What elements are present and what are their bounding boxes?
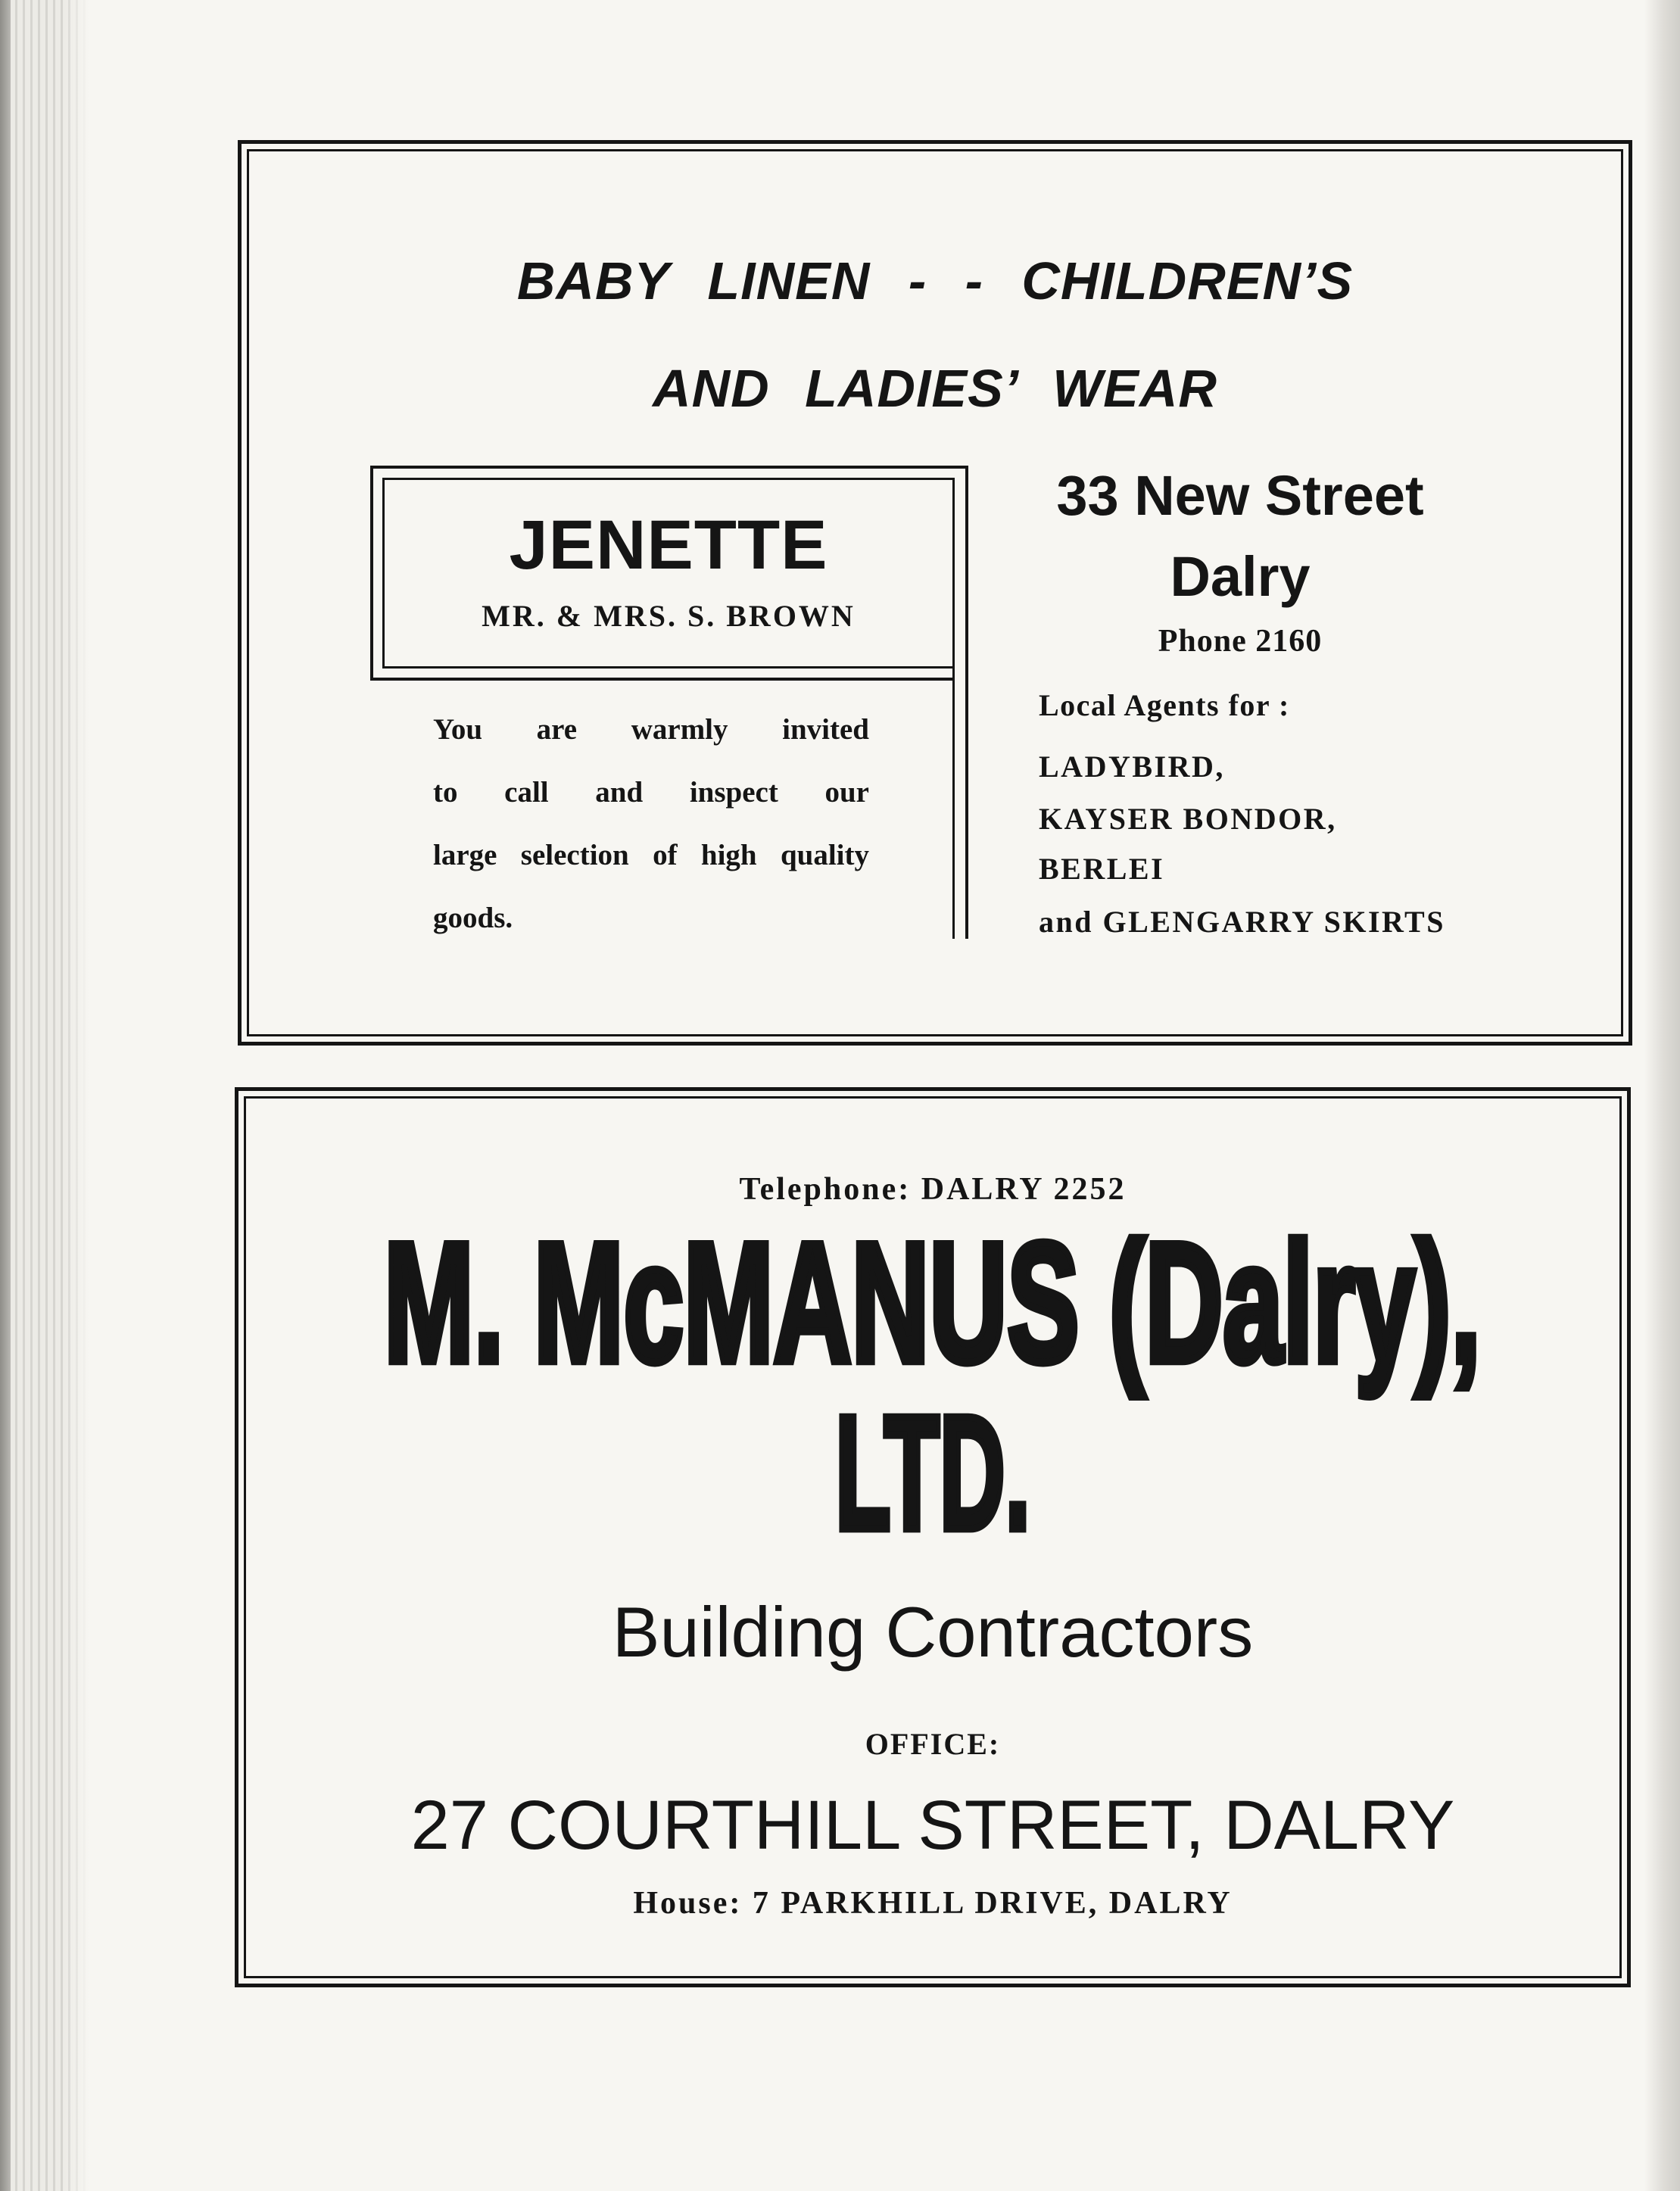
office-label: OFFICE: <box>865 1727 1001 1761</box>
office-address: 27 COURTHILL STREET, DALRY <box>410 1787 1455 1864</box>
binding-shadow <box>0 0 11 2191</box>
invitation-paragraph <box>433 698 869 949</box>
name-box-outer-right-rule <box>965 466 968 939</box>
invitation-line: You are warmly invited <box>433 713 869 746</box>
headline-line-2: AND LADIES’ WEAR <box>653 359 1217 418</box>
agent-item: LADYBIRD, <box>1039 750 1225 784</box>
name-box-outer-bottom-rule <box>370 678 955 681</box>
agent-item: BERLEI <box>1039 852 1165 886</box>
agent-item: and GLENGARRY SKIRTS <box>1039 905 1445 939</box>
name-box-inner-bottom-rule <box>382 666 955 669</box>
name-box-outer-left-rule <box>370 466 373 681</box>
book-page-edges <box>0 0 89 2191</box>
house-address: House: 7 PARKHILL DRIVE, DALRY <box>633 1886 1233 1921</box>
proprietors: MR. & MRS. S. BROWN <box>482 599 856 633</box>
name-box-outer-top-rule <box>370 466 968 469</box>
shop-phone: Phone 2160 <box>1158 624 1323 659</box>
company-name-line-1: M. McMANUS (Dalry), <box>384 1207 1482 1398</box>
company-telephone: Telephone: DALRY 2252 <box>739 1172 1127 1207</box>
address-street: 33 New Street <box>1056 464 1424 527</box>
agent-item: KAYSER BONDOR, <box>1039 802 1337 836</box>
company-name-line-2: LTD. <box>835 1381 1030 1564</box>
invitation-line: large selection of high quality <box>433 839 869 871</box>
name-box-inner-top-rule <box>382 478 955 480</box>
page-edge-shadow <box>1644 0 1680 2191</box>
invitation-line: to call and inspect our <box>433 776 869 809</box>
company-name-line-2-wrap <box>235 1381 1631 1564</box>
agents-heading: Local Agents for : <box>1039 688 1290 722</box>
invitation-line: goods. <box>433 902 513 934</box>
company-name-line-1-wrap <box>235 1207 1631 1398</box>
shop-name: JENETTE <box>509 506 828 584</box>
address-town: Dalry <box>1170 545 1311 608</box>
headline-line-1: BABY LINEN - - CHILDREN’S <box>516 251 1354 310</box>
company-trade: Building Contractors <box>612 1592 1254 1672</box>
